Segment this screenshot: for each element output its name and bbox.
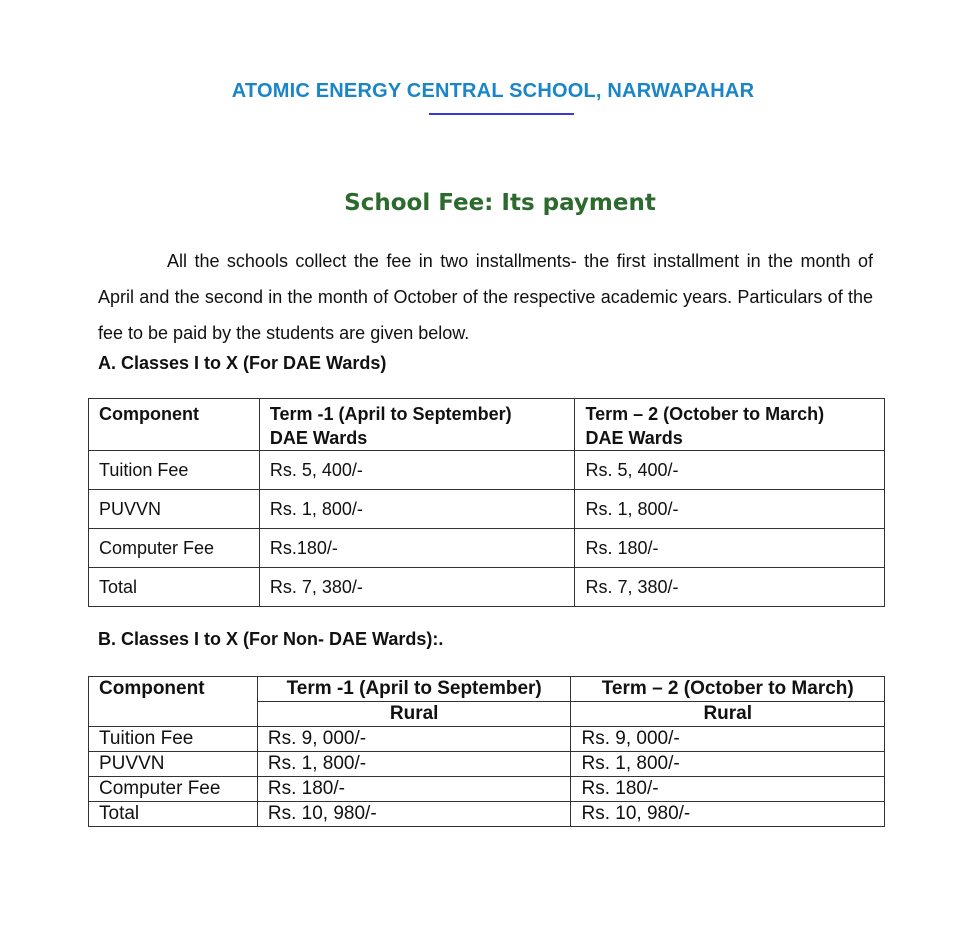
table-row xyxy=(89,752,885,777)
table-row xyxy=(89,777,885,802)
table-cell: Rs. 10, 980/- xyxy=(257,802,571,827)
non-dae-wards-fee-table xyxy=(88,676,885,827)
column-header-term-2: Term – 2 (October to March) xyxy=(571,677,885,702)
table-row xyxy=(89,529,885,568)
table-row xyxy=(89,802,885,827)
section-b-heading: B. Classes I to X (For Non- DAE Wards):. xyxy=(98,629,444,649)
table-cell: Computer Fee xyxy=(89,529,260,568)
section-a-heading: A. Classes I to X (For DAE Wards) xyxy=(98,353,387,373)
table-cell: Rs. 9, 000/- xyxy=(257,727,571,752)
column-header-term-1: Term -1 (April to September) xyxy=(257,677,571,702)
table-cell: Total xyxy=(89,802,258,827)
intro-paragraph: All the schools collect the fee in two installments- the first installment in the month of April and the second in the month of October of the respective academic years. Particulars of the fee to be paid by the students are given below. xyxy=(98,251,873,343)
table-cell: Rs. 180/- xyxy=(575,529,885,568)
column-subheader-term-1: Rural xyxy=(257,702,571,727)
table-cell: PUVVN xyxy=(89,752,258,777)
table-cell: Rs. 1, 800/- xyxy=(259,490,575,529)
column-header-term-2: Term – 2 (October to March) DAE Wards xyxy=(575,399,885,451)
column-header-component: Component xyxy=(89,399,260,451)
table-cell: Rs. 9, 000/- xyxy=(571,727,885,752)
table-cell: Rs. 5, 400/- xyxy=(575,451,885,490)
table-row xyxy=(89,451,885,490)
table-cell: Rs. 5, 400/- xyxy=(259,451,575,490)
column-header-component: Component xyxy=(89,677,258,727)
column-subheader-term-2: Rural xyxy=(571,702,885,727)
dae-wards-fee-table xyxy=(88,398,885,607)
table-row xyxy=(89,490,885,529)
table-cell: Rs. 1, 800/- xyxy=(257,752,571,777)
table-cell: Rs. 10, 980/- xyxy=(571,802,885,827)
document-title: School Fee: Its payment xyxy=(344,190,656,216)
school-name: ATOMIC ENERGY CENTRAL SCHOOL, NARWAPAHAR xyxy=(231,80,755,102)
table-header-row xyxy=(89,399,885,451)
table-cell: Computer Fee xyxy=(89,777,258,802)
table-cell: Rs. 1, 800/- xyxy=(571,752,885,777)
table-cell: Rs. 1, 800/- xyxy=(575,490,885,529)
table-cell: Rs.180/- xyxy=(259,529,575,568)
table-cell: Rs. 180/- xyxy=(257,777,571,802)
table-cell: Rs. 7, 380/- xyxy=(575,568,885,607)
table-cell: Rs. 7, 380/- xyxy=(259,568,575,607)
table-cell: Rs. 180/- xyxy=(571,777,885,802)
table-cell: Tuition Fee xyxy=(89,451,260,490)
table-header-row xyxy=(89,677,885,702)
table-cell: PUVVN xyxy=(89,490,260,529)
table-cell: Total xyxy=(89,568,260,607)
table-cell: Tuition Fee xyxy=(89,727,258,752)
school-name-underline xyxy=(429,113,574,115)
table-row xyxy=(89,727,885,752)
column-header-term-1: Term -1 (April to September) DAE Wards xyxy=(259,399,575,451)
table-row xyxy=(89,568,885,607)
